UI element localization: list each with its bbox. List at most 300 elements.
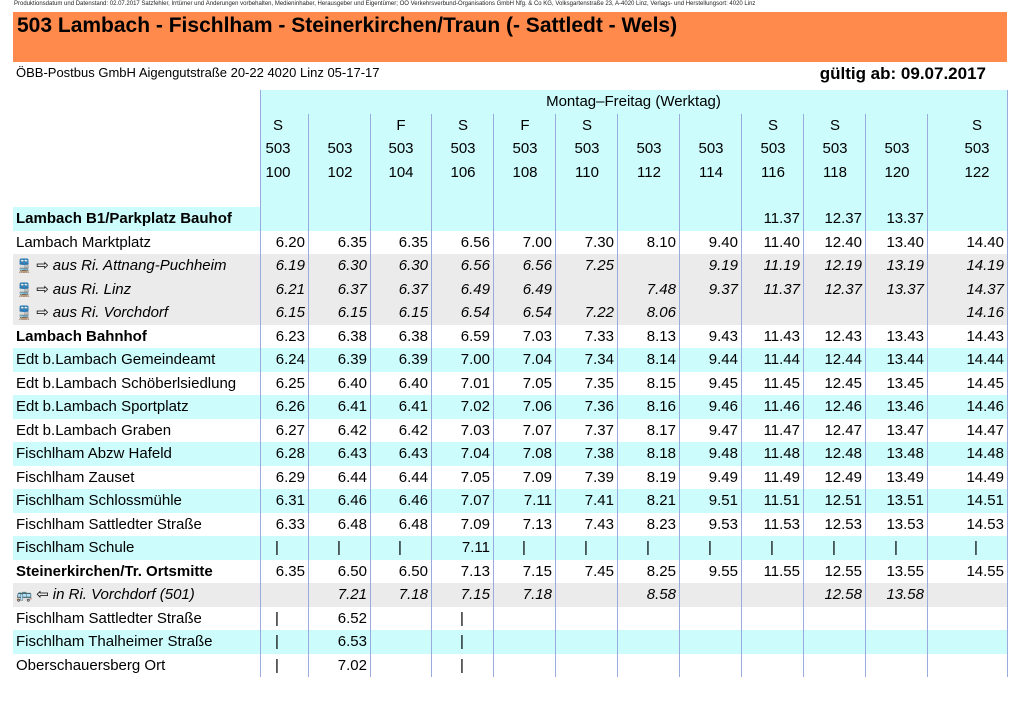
validity-date: gültig ab: 09.07.2017 [819, 64, 986, 83]
departure-time: 7.18 [398, 586, 428, 603]
departure-time: 6.28 [275, 445, 305, 462]
departure-time: 6.38 [337, 327, 367, 345]
departure-time: 6.21 [275, 280, 305, 298]
departure-time: 6.43 [337, 445, 367, 462]
departure-time: 9.51 [708, 492, 738, 509]
departure-time: 9.49 [708, 468, 738, 486]
timetable-row [13, 231, 1007, 255]
departure-time: 12.53 [824, 515, 862, 533]
departure-time: 11.44 [763, 351, 800, 368]
departure-time: 13.46 [886, 398, 924, 415]
line-header-cell: 503 [265, 140, 291, 157]
departure-time: 7.25 [584, 257, 614, 274]
stop-name-text: Fischlham Schlossmühle [16, 492, 182, 509]
departure-time: 12.40 [824, 233, 862, 251]
departure-time: 8.18 [646, 445, 676, 462]
timetable-row [13, 419, 1007, 443]
departure-time: 12.37 [824, 210, 862, 227]
departure-time: | [974, 539, 978, 556]
bus-icon: 🚌 [16, 587, 33, 602]
departure-time: 6.42 [398, 421, 428, 439]
departure-time: 8.23 [646, 515, 676, 533]
departure-time: 13.49 [886, 468, 924, 486]
departure-time: 8.13 [646, 327, 676, 345]
note-header-cell: S [971, 116, 982, 134]
departure-time: 6.56 [460, 233, 490, 251]
timetable-row [13, 278, 1007, 302]
trip-header-cell: 122 [964, 163, 990, 181]
departure-time: 12.48 [824, 445, 862, 462]
departure-time: 7.06 [522, 398, 552, 415]
stop-name [16, 466, 134, 490]
departure-time: 7.15 [460, 586, 490, 603]
trip-header-cell: 104 [388, 163, 414, 181]
stop-name [16, 583, 195, 607]
departure-time: 13.55 [886, 562, 924, 580]
departure-time: 6.42 [337, 421, 367, 439]
departure-time: 9.55 [708, 562, 738, 580]
departure-time: 6.49 [460, 280, 490, 298]
departure-time: 6.26 [275, 398, 305, 415]
note-header-cell [868, 114, 926, 138]
trip-header-cell: 100 [265, 163, 291, 181]
departure-time: 6.41 [337, 398, 367, 415]
stop-name-text: Fischlham Schule [16, 539, 135, 556]
trip-header-cell: 116 [761, 163, 785, 181]
departure-time: 12.45 [824, 374, 862, 392]
departure-time: 7.11 [461, 539, 490, 556]
line-header-cell: 503 [388, 140, 414, 157]
departure-time: 7.01 [460, 374, 490, 392]
departure-time: 12.49 [824, 468, 862, 486]
trip-header-cell: 110 [575, 163, 599, 181]
column-divider [308, 114, 309, 678]
departure-time: | [770, 539, 774, 556]
stop-name-text: Lambach B1/Parkplatz Bauhof [16, 210, 232, 227]
note-header-cell: S [581, 116, 592, 134]
train-icon: 🚆 [16, 258, 33, 273]
line-header-cell: 503 [636, 140, 662, 157]
departure-time: 11.45 [763, 374, 800, 392]
departure-time: 14.53 [966, 515, 1004, 533]
departure-time: 6.52 [337, 609, 367, 627]
departure-time: 9.40 [708, 233, 738, 251]
departure-time: 6.27 [275, 421, 305, 439]
stop-name [16, 395, 189, 419]
departure-time: | [398, 539, 402, 556]
departure-time: 6.53 [337, 633, 367, 650]
stop-name-text: Lambach Marktplatz [16, 233, 152, 251]
title-bar [13, 12, 1007, 62]
departure-time: 6.48 [337, 515, 367, 533]
departure-time: 9.37 [708, 280, 738, 298]
departure-time: 13.53 [886, 515, 924, 533]
stop-name-text: aus Ri. Vorchdorf [52, 304, 169, 321]
stop-name [16, 489, 182, 513]
departure-time: | [275, 633, 279, 650]
note-header-cell [620, 114, 678, 138]
departure-time: 9.46 [708, 398, 738, 415]
column-divider [865, 114, 866, 678]
departure-time: 7.03 [522, 327, 552, 345]
departure-time: 11.48 [763, 445, 800, 462]
trip-header-cell: 108 [512, 163, 538, 181]
stop-name [16, 325, 147, 349]
departure-time: 13.51 [886, 492, 924, 509]
timetable-row [13, 466, 1007, 490]
departure-time: 7.11 [523, 492, 552, 509]
line-header-cell: 503 [964, 140, 990, 157]
departure-time: 7.05 [460, 468, 490, 486]
departure-time: 13.45 [886, 374, 924, 392]
departure-time: 6.43 [398, 445, 428, 462]
departure-time: 6.15 [337, 304, 367, 321]
column-divider [617, 114, 618, 678]
trip-header-cell: 120 [884, 163, 910, 181]
departure-time: 6.30 [337, 257, 367, 274]
departure-time: 7.39 [584, 468, 614, 486]
departure-time: 11.37 [763, 210, 800, 227]
departure-time: 6.38 [398, 327, 428, 345]
timetable-row [13, 583, 1007, 607]
stop-name [16, 630, 212, 654]
departure-time: 8.15 [646, 374, 676, 392]
stop-name [16, 207, 232, 231]
departure-time: 6.39 [398, 351, 428, 368]
departure-time: 9.47 [708, 421, 738, 439]
departure-time: 11.37 [763, 280, 800, 298]
departure-time: 7.02 [337, 656, 367, 674]
arrow-right-icon: ⇨ [36, 257, 49, 274]
departure-time: 6.23 [275, 327, 305, 345]
stop-name [16, 231, 151, 255]
departure-time: 6.19 [275, 257, 305, 274]
line-header-cell: 503 [822, 140, 848, 157]
note-header-cell: S [457, 116, 468, 134]
departure-time: 13.44 [886, 351, 924, 368]
departure-time: 11.55 [763, 562, 800, 580]
departure-time: 14.43 [966, 327, 1004, 345]
departure-time: 6.35 [398, 233, 428, 251]
departure-time: 8.25 [646, 562, 676, 580]
line-header-cell: 503 [760, 140, 786, 157]
timetable-row [13, 654, 1007, 678]
departure-time: 12.58 [824, 586, 862, 603]
departure-time: 6.50 [337, 562, 367, 580]
departure-time: 6.54 [460, 304, 490, 321]
stop-name-text: Fischlham Sattledter Straße [16, 515, 202, 533]
departure-time: 7.22 [584, 304, 614, 321]
departure-time: 6.31 [275, 492, 305, 509]
line-header-cell: 503 [327, 140, 353, 157]
column-divider [493, 114, 494, 678]
departure-time: | [646, 539, 650, 556]
departure-time: 6.15 [275, 304, 305, 321]
note-header-cell: S [272, 116, 283, 134]
stop-name [16, 607, 202, 631]
departure-time: 8.17 [646, 421, 676, 439]
column-divider [927, 114, 928, 678]
departure-time: 6.44 [398, 468, 428, 486]
stop-name-text: Edt b.Lambach Graben [16, 421, 172, 439]
departure-time: 6.44 [337, 468, 367, 486]
departure-time: 7.43 [584, 515, 614, 533]
departure-time: 6.46 [398, 492, 428, 509]
trip-header-cell: 102 [327, 163, 353, 181]
departure-time: 7.08 [522, 445, 552, 462]
timetable-row [13, 560, 1007, 584]
departure-time: 7.07 [522, 421, 552, 439]
departure-time: 12.47 [824, 421, 862, 439]
stop-name-text: Steinerkirchen/Tr. Ortsmitte [16, 562, 213, 580]
departure-time: 7.30 [584, 233, 614, 251]
company-info: ÖBB-Postbus GmbH Aigengutstraße 20-22 4020 Linz 05-17-17 [16, 65, 380, 80]
column-divider [679, 114, 680, 678]
column-divider [431, 114, 432, 678]
stop-name [16, 419, 171, 443]
departure-time: 12.44 [824, 351, 862, 368]
departure-time: 8.58 [646, 586, 676, 603]
departure-time: 13.43 [886, 327, 924, 345]
departure-time: 6.39 [337, 351, 367, 368]
departure-time: 14.48 [966, 445, 1004, 462]
departure-time: 7.02 [460, 398, 490, 415]
departure-time: 6.35 [337, 233, 367, 251]
departure-time: 13.19 [886, 257, 924, 274]
departure-time: | [275, 539, 279, 556]
line-header-cell: 503 [574, 140, 600, 157]
departure-time: 8.16 [646, 398, 676, 415]
departure-time: 11.19 [763, 257, 800, 274]
departure-time: 6.54 [522, 304, 552, 321]
departure-time: 12.55 [824, 562, 862, 580]
departure-time: 14.46 [966, 398, 1004, 415]
departure-time: 7.18 [522, 586, 552, 603]
departure-time: 9.44 [708, 351, 738, 368]
departure-time: 7.48 [646, 280, 676, 298]
trip-header-cell: 112 [637, 163, 661, 181]
column-divider [370, 114, 371, 678]
departure-time: 13.37 [886, 280, 924, 298]
stop-name [16, 513, 202, 537]
departure-time: 9.45 [708, 374, 738, 392]
trip-header-cell: 118 [823, 163, 847, 181]
arrow-left-icon: ⇦ [36, 586, 49, 603]
departure-time: 8.06 [646, 304, 676, 321]
departure-time: 7.38 [584, 445, 614, 462]
stop-name-text: aus Ri. Attnang-Puchheim [52, 257, 227, 274]
departure-time: 8.10 [646, 233, 676, 251]
stop-name [16, 372, 236, 396]
departure-time: 6.40 [398, 374, 428, 392]
stop-name-text: Fischlham Abzw Hafeld [16, 445, 172, 462]
stop-name-text: Fischlham Zauset [16, 468, 135, 486]
departure-time: 8.19 [646, 468, 676, 486]
departure-time: | [894, 539, 898, 556]
departure-time: | [275, 656, 279, 674]
line-header-cell: 503 [512, 140, 538, 157]
timetable-row [13, 254, 1007, 278]
departure-time: 14.55 [966, 562, 1004, 580]
departure-time: 6.56 [460, 257, 490, 274]
departure-time: 6.41 [398, 398, 428, 415]
train-icon: 🚆 [16, 281, 33, 297]
departure-time: | [832, 539, 836, 556]
departure-time: 11.51 [763, 492, 800, 509]
departure-time: 13.40 [886, 233, 924, 251]
departure-time: 6.33 [275, 515, 305, 533]
note-header-cell: F [520, 116, 530, 134]
departure-time: 8.14 [646, 351, 676, 368]
departure-time: 9.48 [708, 445, 738, 462]
departure-time: | [460, 656, 464, 674]
departure-time: 11.43 [763, 327, 800, 345]
departure-time: 7.33 [584, 327, 614, 345]
departure-time: 6.40 [337, 374, 367, 392]
timetable-row [13, 372, 1007, 396]
departure-time: 7.13 [522, 515, 552, 533]
timetable-row [13, 489, 1007, 513]
departure-time: 11.47 [763, 421, 800, 439]
stop-name-text: Fischlham Thalheimer Straße [16, 633, 213, 650]
departure-time: 7.15 [522, 562, 552, 580]
departure-time: 7.34 [584, 351, 614, 368]
day-type-label: Montag–Freitag (Werktag) [546, 93, 721, 110]
departure-time: 6.15 [398, 304, 428, 321]
departure-time: 9.43 [708, 327, 738, 345]
departure-time: 6.49 [522, 280, 552, 298]
departure-time: 11.49 [763, 468, 800, 486]
departure-time: 14.40 [966, 233, 1004, 251]
trip-header-cell: 106 [450, 163, 476, 181]
departure-time: 7.00 [522, 233, 552, 251]
departure-time: 14.49 [966, 468, 1004, 486]
departure-time: 7.41 [584, 492, 614, 509]
departure-time: 6.48 [398, 515, 428, 533]
departure-time: | [460, 633, 464, 650]
stop-name [16, 654, 165, 678]
trip-header-cell: 114 [699, 163, 723, 181]
column-divider [555, 114, 556, 678]
train-icon: 🚆 [16, 305, 33, 320]
departure-time: 8.21 [646, 492, 676, 509]
timetable-row [13, 301, 1007, 325]
fine-print: Produktionsdatum und Datenstand: 02.07.2017 Satzfehler, Irrtümer und Änderungen vorbehalten, Medieninhaber, Herausgeber und Eigentümer; OÖ Verkehrsverbund-Organisations GmbH Nfg. & Co KG, Volksgartenstraße 23, A-4020 Linz, Verlags- und Herstellungsort: 4020 Linz [14, 1, 756, 7]
departure-time: 14.45 [966, 374, 1004, 392]
timetable-row [13, 536, 1007, 560]
stop-name [16, 536, 134, 560]
column-divider [741, 114, 742, 678]
note-header-cell [682, 114, 740, 138]
timetable-row [13, 395, 1007, 419]
stop-name [16, 348, 215, 372]
note-header-cell: F [396, 116, 406, 134]
departure-time: 6.30 [398, 257, 428, 274]
departure-time: 11.46 [763, 398, 800, 415]
departure-time: 14.51 [966, 492, 1004, 509]
arrow-right-icon: ⇨ [36, 280, 49, 298]
stop-name-text: aus Ri. Linz [52, 280, 132, 298]
departure-time: 7.37 [584, 421, 614, 439]
departure-time: 7.04 [460, 445, 490, 462]
departure-time: | [522, 539, 526, 556]
departure-time: 7.03 [460, 421, 490, 439]
stop-name [16, 560, 213, 584]
departure-time: 6.56 [522, 257, 552, 274]
departure-time: 6.50 [398, 562, 428, 580]
stop-name [16, 278, 131, 302]
stop-name [16, 254, 226, 278]
stop-name [16, 301, 168, 325]
departure-time: 11.53 [763, 515, 800, 533]
departure-time: 7.21 [337, 586, 367, 603]
departure-time: 7.09 [460, 515, 490, 533]
departure-time: 7.04 [522, 351, 552, 368]
departure-time: 13.47 [886, 421, 924, 439]
stop-name-text: Edt b.Lambach Sportplatz [16, 398, 189, 415]
note-header-cell: S [829, 116, 840, 134]
departure-time: 6.25 [275, 374, 305, 392]
page-title: 503 Lambach - Fischlham - Steinerkirchen/Traun (- Sattledt - Wels) [17, 14, 678, 37]
timetable-row [13, 513, 1007, 537]
departure-time: 14.19 [966, 257, 1004, 274]
timetable-row [13, 348, 1007, 372]
departure-time: 13.58 [886, 586, 924, 603]
departure-time: 7.07 [460, 492, 490, 509]
departure-time: 12.43 [824, 327, 862, 345]
note-header-cell: S [767, 116, 778, 134]
stop-name-text: in Ri. Vorchdorf (501) [52, 586, 195, 603]
departure-time: 14.44 [966, 351, 1004, 368]
departure-time: 12.19 [824, 257, 862, 274]
departure-time: 7.36 [584, 398, 614, 415]
departure-time: 6.29 [275, 468, 305, 486]
stop-name-text: Lambach Bahnhof [16, 327, 147, 345]
departure-time: 7.00 [460, 351, 490, 368]
departure-time: 6.59 [460, 327, 490, 345]
note-header-cell [311, 114, 369, 138]
departure-time: 9.19 [708, 257, 738, 274]
departure-time: 7.13 [460, 562, 490, 580]
departure-time: | [584, 539, 588, 556]
departure-time: 13.37 [886, 210, 924, 227]
departure-time: 7.05 [522, 374, 552, 392]
departure-time: 6.37 [398, 280, 428, 298]
departure-time: 6.46 [337, 492, 367, 509]
stop-name-text: Edt b.Lambach Schöberlsiedlung [16, 374, 237, 392]
departure-time: | [708, 539, 712, 556]
departure-time: 9.53 [708, 515, 738, 533]
departure-time: 7.45 [584, 562, 614, 580]
timetable-row [13, 607, 1007, 631]
departure-time: 14.16 [966, 304, 1004, 321]
departure-time: | [275, 609, 279, 627]
departure-time: 6.24 [275, 351, 305, 368]
timetable-row [13, 442, 1007, 466]
arrow-right-icon: ⇨ [36, 304, 49, 321]
column-divider [803, 114, 804, 678]
stop-name-text: Oberschauersberg Ort [16, 656, 166, 674]
departure-time: 7.09 [522, 468, 552, 486]
timetable-row [13, 325, 1007, 349]
line-header-cell: 503 [884, 140, 910, 157]
departure-time: 14.37 [966, 280, 1004, 298]
stop-name-text: Fischlham Sattledter Straße [16, 609, 202, 627]
departure-time: 12.37 [824, 280, 862, 298]
departure-time: 6.37 [337, 280, 367, 298]
stop-name-text: Edt b.Lambach Gemeindeamt [16, 351, 216, 368]
stop-name [16, 442, 172, 466]
